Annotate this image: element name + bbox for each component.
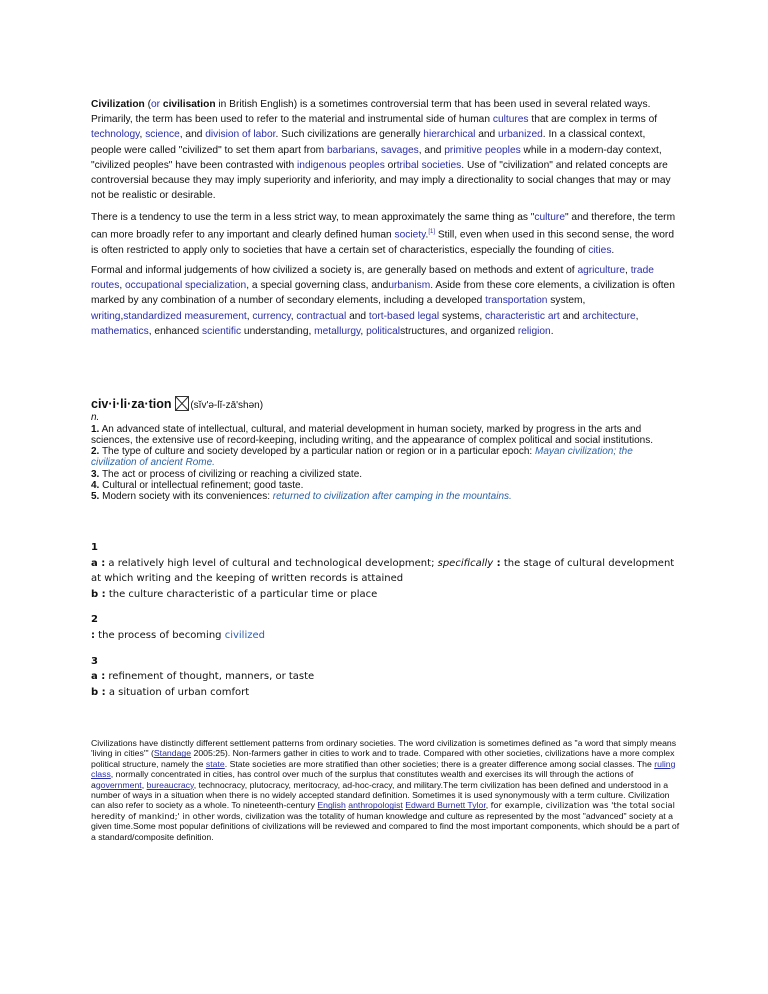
link-savages[interactable]: savages [380, 144, 419, 156]
link-cities[interactable]: cities [588, 244, 612, 256]
text-run: , [360, 325, 367, 337]
sense-text: the process of becoming [95, 629, 225, 641]
pronunciation: (sĭv'ə-lĭ-zā'shən) [190, 400, 264, 411]
link-society[interactable]: society [394, 229, 426, 241]
definition-number: 5. [91, 491, 100, 503]
link-trade-routes[interactable]: trade routes [91, 265, 654, 292]
link-civilized[interactable]: civilized [224, 629, 265, 641]
dictionary-entry [91, 396, 677, 503]
link-or[interactable]: or [151, 99, 161, 110]
text-run: . [611, 244, 615, 256]
sense-text: the stage of cultural development at which writing and the keeping of written records is attained [91, 557, 675, 585]
link-scientific[interactable]: scientific [202, 325, 242, 337]
text-run: , [141, 779, 147, 790]
text-run: Still, even when used in this second sense, the word is often restricted to apply only to societies that have a certain set of characteristics, especially the founding of [91, 229, 674, 256]
text-run: . Use of "civilization" and related concepts are controversial because they may imply superiority and inferiority, and may imply a directionality to social changes that may or may not be realistic or desirable. [91, 159, 671, 202]
definition-text: An advanced state of intellectual, cultural, and material development in human society, marked by progress in the arts and sciences, the extensive use of record-keeping, including writing, and the appearance of complex political and social institutions. [91, 423, 653, 446]
link-characteristic-art[interactable]: characteristic art [485, 310, 560, 322]
text-run: or [384, 159, 397, 171]
sense-label: b : [91, 588, 106, 600]
link-anthropologist[interactable]: anthropologist [348, 800, 403, 811]
link-government[interactable]: government [95, 779, 142, 790]
text-run: . [425, 229, 429, 241]
text-run: Civilizations have distinctly different settlement patterns from ordinary societies. The word civilization is sometimes defined as "a word that simply means 'living in cities'" ( [91, 738, 677, 759]
text-run: ( [144, 99, 152, 110]
link-science[interactable]: science [145, 129, 180, 141]
sense-label: a : [91, 671, 106, 683]
headword-line [91, 396, 677, 411]
link-agriculture[interactable]: agriculture [577, 265, 626, 276]
sense-label: b : [91, 686, 106, 698]
link-writing[interactable]: writing [91, 310, 121, 322]
text-run: Formal and informal judgements of how civilized a society is, are generally based on methods and extent of [91, 265, 578, 276]
text-run: , [625, 265, 631, 276]
sense-number: 2 [91, 614, 98, 626]
definition-number: 2. [91, 446, 100, 458]
reference-link[interactable]: [1] [428, 229, 435, 236]
definition-item [91, 480, 677, 491]
sense-colon: : [91, 629, 95, 641]
link-urbanized[interactable]: urbanized [498, 129, 543, 141]
term-civilization: Civilization [91, 99, 145, 110]
text-run: and [475, 129, 499, 141]
text-run: understanding, [241, 325, 315, 337]
third-paragraph [91, 263, 677, 339]
definition-text: Modern society with its conveniences: [99, 491, 273, 503]
second-paragraph [91, 210, 677, 258]
sense-list [91, 540, 677, 700]
intro-paragraph [91, 97, 677, 203]
sense-text: refinement of thought, manners, or taste [105, 671, 315, 683]
link-english[interactable]: English [317, 800, 346, 811]
sense-number: 1 [91, 542, 98, 553]
link-tribal-societies[interactable]: tribal societies [396, 159, 462, 171]
link-cultures[interactable]: cultures [492, 114, 529, 126]
text-run: words, civilization was the totality of human knowledge and culture as represented by the most "advanced" society at a given time.Some most popular definitions of civilizations will be reviewed and compared to find the most important components, which should be a part of a standard/composite definition. [91, 810, 680, 842]
text-run: , a special governing class, and [246, 280, 389, 292]
link-tort-based-legal[interactable]: tort-based legal [368, 310, 440, 322]
sense-qualifier: specifically [437, 557, 494, 569]
text-run: , [485, 800, 491, 811]
text-run: . In a classical context, people were called "civilized" to set them apart from [91, 129, 646, 156]
text-run: structures, and organized [400, 325, 518, 337]
term-civilisation: civilisation [162, 99, 216, 110]
text-run: , [139, 129, 146, 141]
link-architecture[interactable]: architecture [582, 310, 636, 322]
link-standardized-measurement[interactable]: standardized measurement [123, 310, 247, 322]
link-urbanism[interactable]: urbanism [388, 280, 431, 292]
definition-example: returned to civilization after camping in the mountains. [272, 491, 512, 503]
text-run: , [635, 310, 639, 322]
text-run: , [246, 310, 253, 322]
sense-label: a : [91, 557, 106, 569]
text-run: and [346, 310, 369, 322]
definition-text: Cultural or intellectual refinement; good taste. [99, 480, 304, 492]
text-run: " and therefore, the term can more broadly refer to any important and clearly defined human [91, 212, 676, 241]
definition-item [91, 446, 677, 469]
text-run: systems, [439, 310, 486, 322]
text-run: , [119, 280, 125, 292]
text-run: system, [547, 295, 586, 307]
sense-3a [91, 669, 677, 685]
sense-number: 3 [91, 655, 98, 667]
link-currency[interactable]: currency [252, 310, 291, 322]
sense-colon: : [493, 557, 501, 569]
link-standage[interactable]: Standage [153, 748, 192, 759]
definition-text: The type of culture and society developed by a particular nation or region or in a particular epoch: [99, 446, 535, 458]
link-transportation[interactable]: transportation [485, 295, 548, 307]
link-culture[interactable]: culture [534, 212, 565, 223]
sense-3b [91, 685, 677, 701]
link-state[interactable]: state [205, 758, 225, 769]
text-run: that are complex in terms of [528, 114, 658, 126]
text-run: while in a modern-day context, "civilized peoples" have been contrasted with [91, 144, 662, 171]
text-run: , technocracy, plutocracy, meritocracy, ad-hoc-cracy, and military.The term civilization has been defined and understood in a number of ways in a situation when there is no widely accepted standard definition. Sometimes it is used synonymously with a term culture. Civilization can also refer to society as a whole. To nineteenth-century [91, 779, 670, 811]
definition-text: The act or process of civilizing or reaching a civilized state. [99, 468, 363, 480]
sense-1a [91, 556, 677, 587]
definition-example: Mayan civilization; the civilization of ancient Rome. [91, 446, 633, 469]
text-run: . Such civilizations are generally [275, 129, 424, 141]
link-metallurgy[interactable]: metallurgy [314, 325, 361, 337]
link-religion[interactable]: religion [517, 325, 551, 337]
link-occupational-specialization[interactable]: occupational specialization [125, 280, 247, 292]
bold-quote: for example, civilization was 'the total social heredity of mankind;' in other [91, 800, 675, 821]
link-technology[interactable]: technology [91, 129, 140, 141]
text-run: . Aside from these core elements, a civilization is often marked by any combination of a number of secondary elements, including a developed [91, 280, 675, 307]
text-run: , normally concentrated in cities, has control over much of the surplus that constitutes wealth and exercises its will through the actions of a [91, 769, 634, 790]
text-run: , and [179, 129, 206, 141]
settlement-paragraph [91, 738, 681, 842]
link-primitive-peoples[interactable]: primitive peoples [444, 144, 521, 156]
text-run: . State societies are more stratified than other societies; there is a greater difference among social classes. The [224, 758, 655, 769]
definition-number: 4. [91, 480, 100, 492]
sense-2 [91, 628, 677, 644]
link-edward-burnett-tylor[interactable]: Edward Burnett Tylor [405, 800, 486, 811]
link-mathematics[interactable]: mathematics [91, 325, 149, 337]
text-run: , [290, 310, 297, 322]
headword: civ·i·li·za·tion [91, 397, 172, 411]
link-ruling-class[interactable]: ruling class [91, 758, 676, 780]
link-barbarians[interactable]: barbarians [327, 144, 376, 156]
text-run: , enhanced [148, 325, 202, 337]
text-run: , and [418, 144, 445, 156]
link-hierarchical[interactable]: hierarchical [423, 129, 476, 141]
link-political[interactable]: political [366, 325, 401, 337]
text-run: . [550, 325, 554, 337]
text-run: in British English) is a sometimes controversial term that has been used in several related ways. Primarily, the term has been used to refer to the material and instrumental side of human [91, 99, 651, 126]
link-division-of-labor[interactable]: division of labor [205, 129, 276, 141]
text-run: There is a tendency to use the term in a less strict way, to mean approximately the same thing as " [91, 212, 535, 223]
definition-item [91, 469, 677, 480]
link-bureaucracy[interactable]: bureaucracy [146, 779, 194, 790]
sense-text: the culture characteristic of a particular time or place [105, 588, 378, 600]
text-run: 2005:25). Non-farmers gather in cities to work and to trade. Compared with other societies, civilizations have a more complex political structure, namely the [91, 748, 675, 769]
text-run: , [120, 310, 124, 322]
definition-number: 3. [91, 468, 100, 480]
sense-text: a situation of urban comfort [105, 686, 250, 698]
link-indigenous-peoples[interactable]: indigenous peoples [297, 159, 385, 171]
text-run: and [559, 310, 583, 322]
definition-number: 1. [91, 423, 100, 435]
sense-1b [91, 587, 677, 603]
definition-item [91, 424, 677, 447]
text-run: , [375, 144, 381, 156]
pronunciation-sound-icon[interactable] [175, 396, 189, 411]
link-contractual[interactable]: contractual [296, 310, 347, 322]
part-of-speech: n. [91, 412, 100, 424]
sense-text: a relatively high level of cultural and technological development; [105, 557, 438, 569]
definition-item [91, 491, 677, 502]
